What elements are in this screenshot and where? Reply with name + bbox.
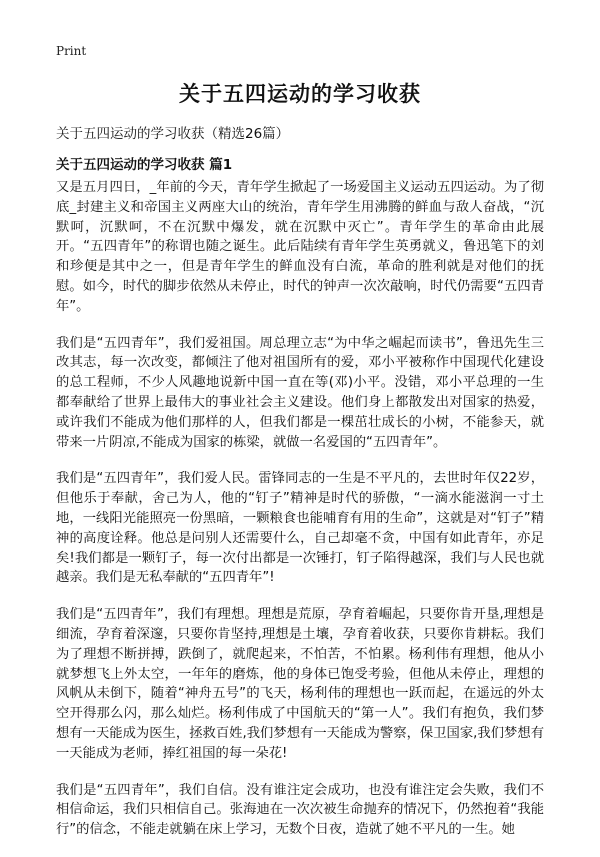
paragraph-3: 我们是“五四青年”，我们爱人民。雷锋同志的一生是不平凡的，去世时年仅22岁，但他乐于奉献，舍己为人，他的“钉子”精神是时代的骄傲，“一滴水能滋润一寸土地，一线阳光能照亮一份黑暗，一颗粮食也能哺育有用的生命”，这就是对“钉子”精神的高度诠释。他总是问别人还需要什么，自己却毫不贪，中国有如此青年，亦足矣!我们都是一颗钉子，每一次付出都是一次锤打，钉子陷得越深，我们与人民也就越亲。我们是无私奉献的“五四青年”! xyxy=(56,471,544,586)
paragraph-5: 我们是“五四青年”，我们自信。没有谁注定会成功，也没有谁注定会失败，我们不相信命运，我们只相信自己。张海迪在一次次被生命抛弃的情况下，仍然抱着“我能行”的信念，不能走就躺在床上学习，无数个日夜，造就了她不平凡的一生。她 xyxy=(56,782,544,838)
article-body xyxy=(56,178,544,857)
paragraph-4: 我们是“五四青年”，我们有理想。理想是荒原，孕育着崛起，只要你肯开垦,理想是细流，孕育着深邃，只要你肯坚持,理想是土壤，孕育着收获，只要你肯耕耘。我们为了理想不断拼搏，跌倒了，就爬起来，不怕苦，不怕累。杨利伟有理想，他从小就梦想飞上外太空，一年年的磨炼，他的身体已饱受考验，但他从未停止，理想的风帆从未倒下，随着“神舟五号”的飞天，杨利伟的理想也一跃而起，在遥远的外太空开得那么闪，那么灿烂。杨利伟成了中国航天的“第一人”。我们有抱负，我们梦想有一天能成为医生，拯救百姓,我们梦想有一天能成为警察，保卫国家,我们梦想有一天能成为老师，捧红祖国的每一朵花! xyxy=(56,607,544,761)
section-heading: 关于五四运动的学习收获 篇1 xyxy=(56,157,233,173)
print-link[interactable]: Print xyxy=(56,44,87,58)
document-subtitle: 关于五四运动的学习收获（精选26篇） xyxy=(56,126,290,142)
page-title: 关于五四运动的学习收获 xyxy=(179,82,421,106)
paragraph-2: 我们是“五四青年”，我们爱祖国。周总理立志“为中华之崛起而读书”，鲁迅先生三改其志，每一次改变，都倾注了他对祖国所有的爱，邓小平被称作中国现代化建设的总工程师，不少人风趣地说新中国一直在等(邓)小平。没错，邓小平总理的一生都奉献给了世界上最伟大的事业社会主义建设。他们身上都散发出对国家的热爱，或许我们不能成为他们那样的人，但我们都是一棵茁壮成长的小树，不能参天，就带来一片阴凉,不能成为国家的栋梁，就做一名爱国的“五四青年”。 xyxy=(56,335,544,450)
paragraph-1: 又是五月四日，_年前的今天，青年学生掀起了一场爱国主义运动五四运动。为了彻底_封建主义和帝国主义两座大山的统治，青年学生用沸腾的鲜血与敌人奋战，“沉默呵，沉默呵，不在沉默中爆发，就在沉默中灭亡”。青年学生的革命由此展开。“五四青年”的称谓也随之诞生。此后陆续有青年学生英勇就义，鲁迅笔下的刘和珍便是其中之一，但是青年学生的鲜血没有白流，革命的胜利就是对他们的抚慰。如今，时代的脚步依然从未停止，时代的钟声一次次敲响，时代仍需要“五四青年”。 xyxy=(56,180,544,314)
